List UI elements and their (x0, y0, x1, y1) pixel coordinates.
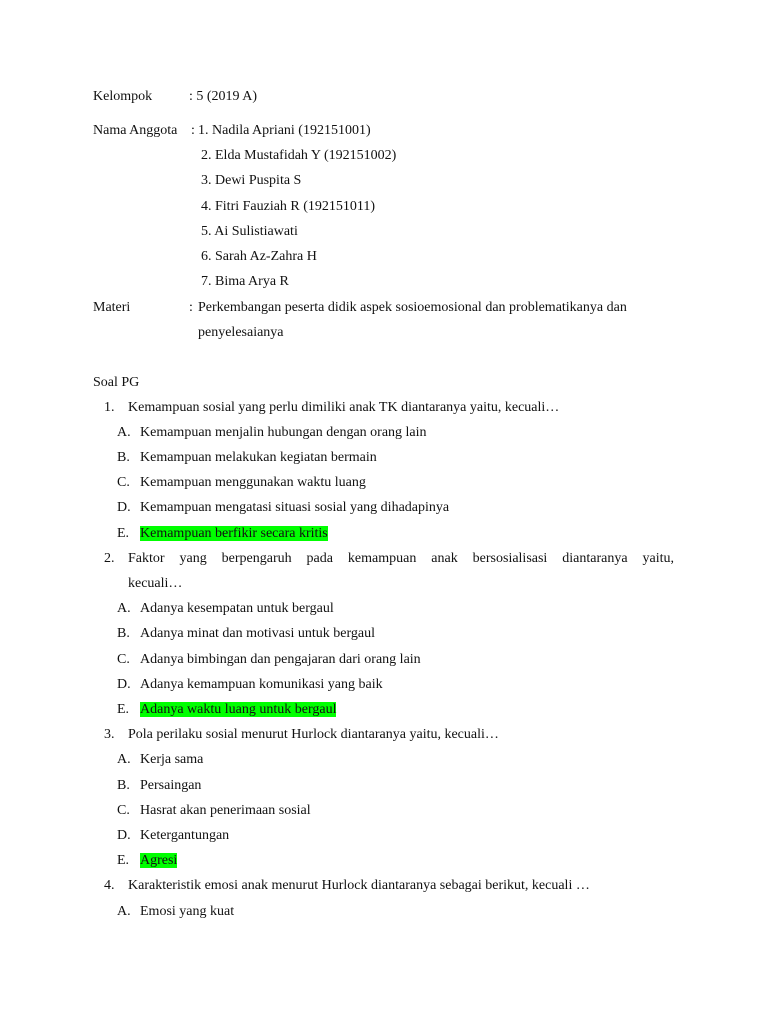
question-text: Karakteristik emosi anak menurut Hurlock diantaranya sebagai berikut, kecuali … (128, 878, 590, 893)
question-number: 3. (104, 727, 115, 742)
member-item: 2. Elda Mustafidah Y (192151002) (201, 148, 397, 163)
member-item: 4. Fitri Fauziah R (192151011) (201, 199, 376, 214)
member-item: 1. Nadila Apriani (192151001) (198, 123, 371, 138)
option-text: Kemampuan melakukan kegiatan bermain (140, 450, 377, 465)
option-letter: E. (117, 526, 130, 541)
kelompok-value: : 5 (2019 A) (189, 89, 258, 104)
option-text: Hasrat akan penerimaan sosial (140, 803, 311, 818)
option-letter: A. (117, 425, 131, 440)
option-letter: E. (117, 702, 130, 717)
option-text: Ketergantungan (140, 828, 230, 843)
option-letter: D. (117, 677, 131, 692)
option-letter: B. (117, 778, 130, 793)
option-letter: D. (117, 500, 131, 515)
option-text: Adanya kemampuan komunikasi yang baik (140, 677, 383, 692)
option-letter: A. (117, 752, 131, 767)
kelompok-label: Kelompok (93, 89, 153, 104)
member-item: 7. Bima Arya R (201, 274, 289, 289)
option-letter: D. (117, 828, 131, 843)
member-item: 5. Ai Sulistiawati (201, 224, 298, 239)
question-number: 2. (104, 551, 115, 566)
option-text: Persaingan (140, 778, 202, 793)
answer-highlight: Kemampuan berfikir secara kritis (140, 526, 328, 541)
question-text: Faktor yang berpengaruh pada kemampuan anak bersosialisasi diantaranya yaitu, (128, 551, 674, 566)
option-text: Adanya kesempatan untuk bergaul (140, 601, 334, 616)
answer-highlight: Agresi (140, 853, 178, 868)
option-letter: B. (117, 450, 130, 465)
answer-highlight: Adanya waktu luang untuk bergaul (140, 702, 337, 717)
option-text: Emosi yang kuat (140, 904, 235, 919)
option-text: Kemampuan menjalin hubungan dengan orang lain (140, 425, 427, 440)
option-text: Adanya bimbingan dan pengajaran dari orang lain (140, 652, 421, 667)
question-text: Kemampuan sosial yang perlu dimiliki anak TK diantaranya yaitu, kecuali… (128, 400, 560, 415)
option-letter: C. (117, 475, 130, 490)
question-text: Pola perilaku sosial menurut Hurlock diantaranya yaitu, kecuali… (128, 727, 499, 742)
materi-colon: : (189, 300, 193, 315)
materi-text: Perkembangan peserta didik aspek sosioemosional dan problematikanya dan (198, 300, 627, 315)
question-text-continued: kecuali… (128, 576, 183, 591)
option-text: Kerja sama (140, 752, 204, 767)
materi-text-continued: penyelesaianya (198, 325, 284, 340)
member-item: 6. Sarah Az-Zahra H (201, 249, 317, 264)
section-title: Soal PG (93, 375, 140, 390)
question-number: 1. (104, 400, 115, 415)
option-text: Kemampuan mengatasi situasi sosial yang dihadapinya (140, 500, 450, 515)
option-text: Adanya minat dan motivasi untuk bergaul (140, 626, 375, 641)
option-letter: A. (117, 601, 131, 616)
option-letter: C. (117, 803, 130, 818)
option-letter: A. (117, 904, 131, 919)
question-number: 4. (104, 878, 115, 893)
anggota-colon: : (191, 123, 195, 138)
option-letter: E. (117, 853, 130, 868)
option-text: Kemampuan menggunakan waktu luang (140, 475, 366, 490)
materi-label: Materi (93, 300, 131, 315)
anggota-label: Nama Anggota (93, 123, 178, 138)
member-item: 3. Dewi Puspita S (201, 173, 302, 188)
option-letter: B. (117, 626, 130, 641)
option-letter: C. (117, 652, 130, 667)
